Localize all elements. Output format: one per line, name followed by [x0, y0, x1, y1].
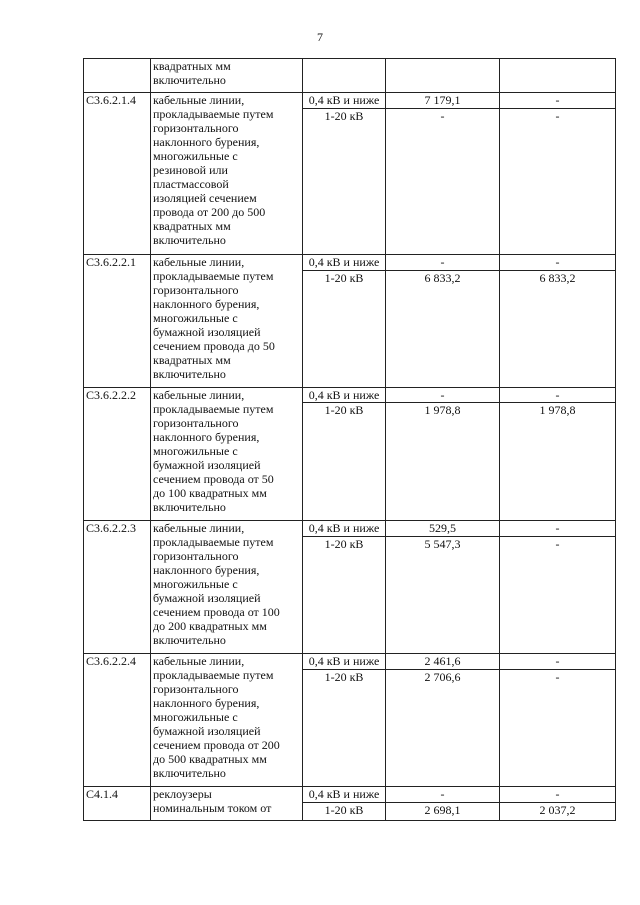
- description-line: прокладываемые путем: [153, 668, 274, 682]
- description-line: прокладываемые путем: [153, 269, 274, 283]
- description-line: наклонного бурения,: [153, 135, 260, 149]
- item-description-cell: [151, 521, 303, 654]
- description-line: включительно: [153, 500, 226, 514]
- item-description-cell: [151, 654, 303, 787]
- item-description-cell: [151, 255, 303, 388]
- description-line: кабельные линии,: [153, 388, 245, 402]
- description-line: номинальным током от: [153, 801, 272, 815]
- description-line: сечением провода от 50: [153, 472, 274, 486]
- description-line: изоляцией сечением: [153, 191, 257, 205]
- description-line: реклоузеры: [153, 787, 212, 801]
- description-line: прокладываемые путем: [153, 402, 274, 416]
- description-line: квадратных мм: [153, 59, 231, 73]
- description-line: пластмассовой: [153, 177, 229, 191]
- value-col1-cell: -: [386, 388, 500, 403]
- table-row: [84, 654, 616, 670]
- value-col2-cell: -: [500, 255, 616, 271]
- description-line: многожильные с: [153, 311, 238, 325]
- item-description-cell: [151, 93, 303, 255]
- description-line: кабельные линии,: [153, 521, 245, 535]
- description-line: кабельные линии,: [153, 654, 245, 668]
- item-description-cell: [151, 787, 303, 821]
- table-row: [84, 388, 616, 403]
- voltage-cell: 1-20 кВ: [303, 403, 386, 521]
- description-line: квадратных мм: [153, 353, 231, 367]
- voltage-cell: 1-20 кВ: [303, 537, 386, 654]
- description-line: кабельные линии,: [153, 93, 245, 107]
- description-line: бумажной изоляцией: [153, 458, 261, 472]
- description-line: прокладываемые путем: [153, 107, 274, 121]
- description-line: включительно: [153, 233, 226, 247]
- value-col2-cell: -: [500, 388, 616, 403]
- voltage-cell: 1-20 кВ: [303, 109, 386, 255]
- description-line: сечением провода до 50: [153, 339, 275, 353]
- description-line: до 200 квадратных мм: [153, 619, 267, 633]
- description-line: сечением провода от 200: [153, 738, 280, 752]
- item-code-cell: [84, 59, 151, 93]
- description-line: включительно: [153, 73, 226, 87]
- item-code-cell: С3.6.2.2.1: [84, 255, 151, 388]
- voltage-cell: 1-20 кВ: [303, 803, 386, 821]
- item-description-cell: [151, 388, 303, 521]
- description-line: бумажной изоляцией: [153, 591, 261, 605]
- tariff-table: [83, 58, 616, 821]
- value-col2-cell: [500, 59, 616, 93]
- voltage-cell: 0,4 кВ и ниже: [303, 654, 386, 670]
- description-line: горизонтального: [153, 283, 239, 297]
- description-line: горизонтального: [153, 121, 239, 135]
- table-row: [84, 521, 616, 537]
- value-col2-cell: -: [500, 109, 616, 255]
- value-col1-cell: 2 706,6: [386, 670, 500, 787]
- value-col1-cell: 2 698,1: [386, 803, 500, 821]
- description-line: включительно: [153, 367, 226, 381]
- item-code-cell: С3.6.2.2.3: [84, 521, 151, 654]
- voltage-cell: 1-20 кВ: [303, 670, 386, 787]
- value-col1-cell: 2 461,6: [386, 654, 500, 670]
- value-col2-cell: -: [500, 787, 616, 803]
- voltage-cell: 0,4 кВ и ниже: [303, 521, 386, 537]
- description-line: наклонного бурения,: [153, 430, 260, 444]
- description-line: наклонного бурения,: [153, 563, 260, 577]
- description-line: бумажной изоляцией: [153, 325, 261, 339]
- description-line: сечением провода от 100: [153, 605, 280, 619]
- value-col1-cell: [386, 59, 500, 93]
- value-col2-cell: -: [500, 654, 616, 670]
- value-col1-cell: -: [386, 109, 500, 255]
- value-col2-cell: -: [500, 537, 616, 654]
- description-line: горизонтального: [153, 549, 239, 563]
- value-col1-cell: -: [386, 787, 500, 803]
- voltage-cell: 0,4 кВ и ниже: [303, 255, 386, 271]
- description-line: включительно: [153, 633, 226, 647]
- description-line: бумажной изоляцией: [153, 724, 261, 738]
- item-code-cell: С3.6.2.2.4: [84, 654, 151, 787]
- value-col1-cell: 1 978,8: [386, 403, 500, 521]
- value-col2-cell: 6 833,2: [500, 271, 616, 388]
- value-col1-cell: 7 179,1: [386, 93, 500, 109]
- description-line: наклонного бурения,: [153, 297, 260, 311]
- description-line: резиновой или: [153, 163, 228, 177]
- table-body: [84, 59, 616, 821]
- value-col2-cell: 2 037,2: [500, 803, 616, 821]
- description-line: до 500 квадратных мм: [153, 752, 267, 766]
- description-line: горизонтального: [153, 682, 239, 696]
- value-col1-cell: 529,5: [386, 521, 500, 537]
- value-col2-cell: -: [500, 521, 616, 537]
- table-row: [84, 93, 616, 109]
- value-col2-cell: -: [500, 93, 616, 109]
- description-line: многожильные с: [153, 149, 238, 163]
- description-line: многожильные с: [153, 710, 238, 724]
- description-line: до 100 квадратных мм: [153, 486, 267, 500]
- table-row: [84, 255, 616, 271]
- description-line: включительно: [153, 766, 226, 780]
- description-line: многожильные с: [153, 444, 238, 458]
- voltage-cell: 1-20 кВ: [303, 271, 386, 388]
- voltage-cell: 0,4 кВ и ниже: [303, 388, 386, 403]
- voltage-cell: 0,4 кВ и ниже: [303, 93, 386, 109]
- voltage-cell: 0,4 кВ и ниже: [303, 787, 386, 803]
- item-description-cell: [151, 59, 303, 93]
- value-col2-cell: 1 978,8: [500, 403, 616, 521]
- value-col1-cell: 5 547,3: [386, 537, 500, 654]
- item-code-cell: С3.6.2.1.4: [84, 93, 151, 255]
- description-line: провода от 200 до 500: [153, 205, 266, 219]
- item-code-cell: С4.1.4: [84, 787, 151, 821]
- table-row: [84, 787, 616, 803]
- description-line: многожильные с: [153, 577, 238, 591]
- description-line: горизонтального: [153, 416, 239, 430]
- table-row: [84, 59, 616, 93]
- value-col1-cell: 6 833,2: [386, 271, 500, 388]
- description-line: прокладываемые путем: [153, 535, 274, 549]
- voltage-cell: [303, 59, 386, 93]
- value-col1-cell: -: [386, 255, 500, 271]
- value-col2-cell: -: [500, 670, 616, 787]
- page-number: 7: [317, 30, 323, 44]
- description-line: наклонного бурения,: [153, 696, 260, 710]
- item-code-cell: С3.6.2.2.2: [84, 388, 151, 521]
- description-line: квадратных мм: [153, 219, 231, 233]
- description-line: кабельные линии,: [153, 255, 245, 269]
